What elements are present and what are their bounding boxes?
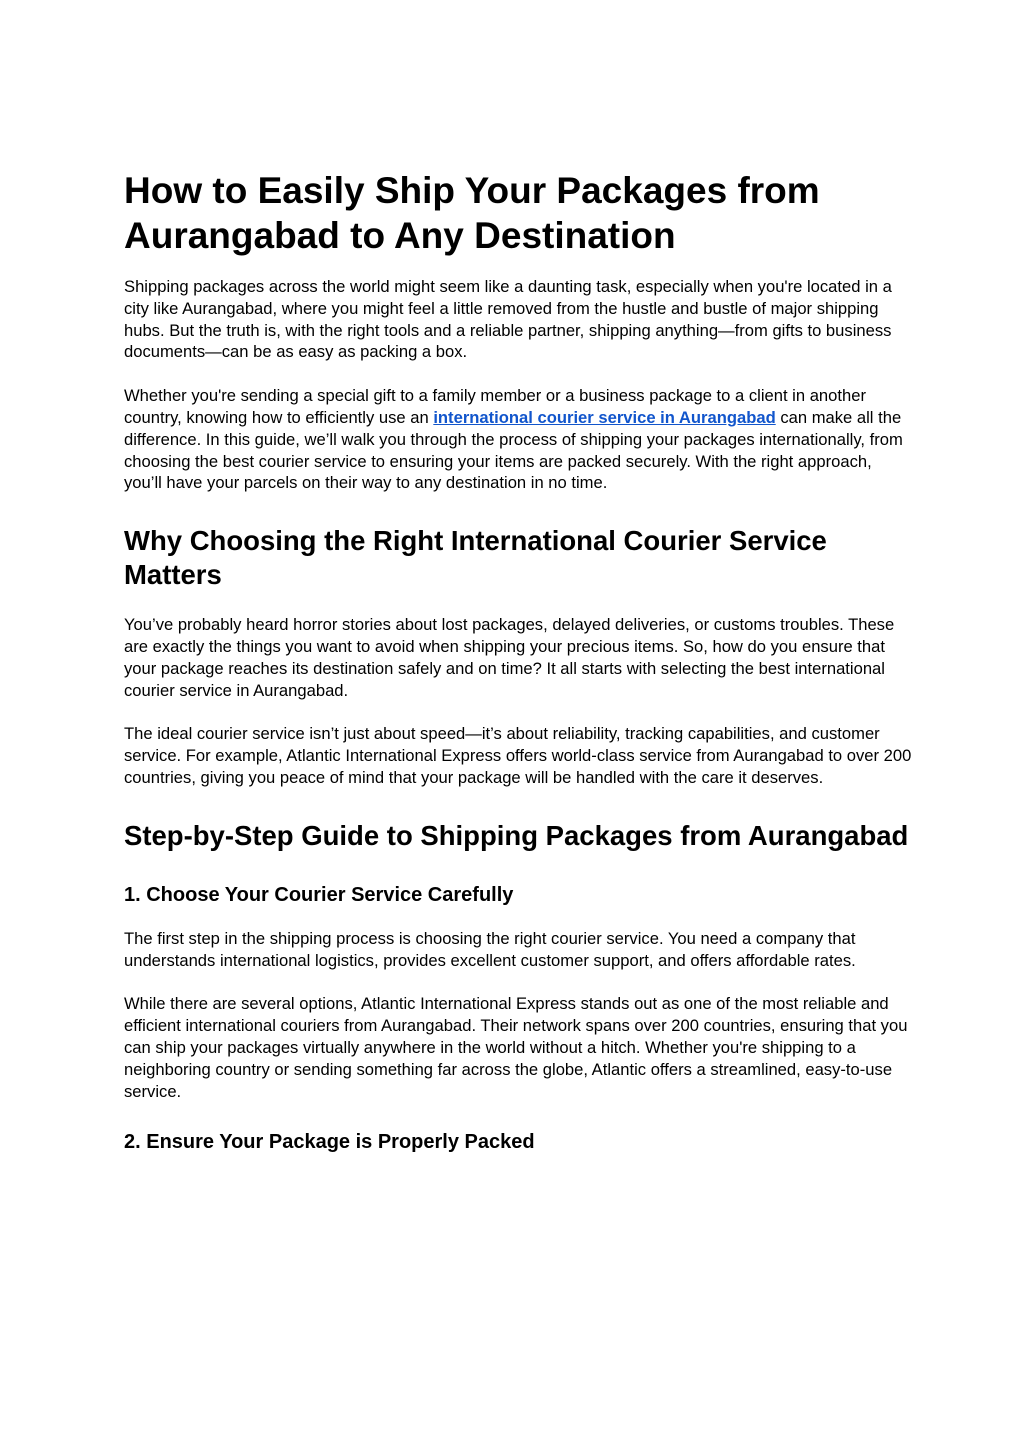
page-title: How to Easily Ship Your Packages from Aurangabad to Any Destination (124, 170, 820, 256)
intro-paragraph-2 (124, 385, 914, 494)
section-heading-step-by-step: Step-by-Step Guide to Shipping Packages from Aurangabad (124, 819, 909, 851)
step2-heading: 2. Ensure Your Package is Properly Packed (124, 1131, 535, 1154)
step1-paragraph-2: While there are several options, Atlantic International Express stands out as one of the most reliable and efficient international couriers from Aurangabad. Their network spans over 200 countries, ensuring that you can ship your packages virtually anywhere in the world without a hitch. Whether you're shipping to a neighboring country or sending something far across the globe, Atlantic offers a streamlined, easy-to-use service. (124, 994, 908, 1101)
intro-paragraph-2-after: can make all the difference. In this guide, we’ll walk you through the process of shipping your packages internationally, from choosing the best courier service to ensuring your items are packed securely. With the right approach, you’ll have your parcels on their way to any destination in no time. (124, 407, 903, 493)
intro-paragraph-1: Shipping packages across the world might seem like a daunting task, especially when you're located in a city like Aurangabad, where you might feel a little removed from the hustle and bustle of major shipping hubs. But the truth is, with the right tools and a reliable partner, shipping anything—from gifts to business documents—can be as easy as packing a box. (124, 277, 892, 362)
section1-paragraph-2: The ideal courier service isn’t just about speed—it’s about reliability, tracking capabilities, and customer service. For example, Atlantic International Express offers world-class service from Aurangabad to over 200 countries, giving you peace of mind that your package will be handled with the care it deserves. (124, 724, 912, 787)
courier-service-link[interactable]: international courier service in Aurangabad (433, 407, 776, 427)
section-heading-why-choosing: Why Choosing the Right International Courier Service Matters (124, 525, 827, 591)
section1-paragraph-1: You’ve probably heard horror stories about lost packages, delayed deliveries, or customs troubles. These are exactly the things you want to avoid when shipping your precious items. So, how do you ensure that your package reaches its destination safely and on time? It all starts with selecting the best international courier service in Aurangabad. (124, 615, 895, 700)
step1-heading: 1. Choose Your Courier Service Carefully (124, 883, 514, 906)
document-page (124, 168, 914, 1175)
step1-paragraph-1: The first step in the shipping process is choosing the right courier service. You need a company that understands international logistics, provides excellent customer support, and offers affordable rates. (124, 928, 856, 970)
intro-paragraph-2-before: Whether you're sending a special gift to a family member or a business package to a client in another country, knowing how to efficiently use an (124, 386, 866, 427)
